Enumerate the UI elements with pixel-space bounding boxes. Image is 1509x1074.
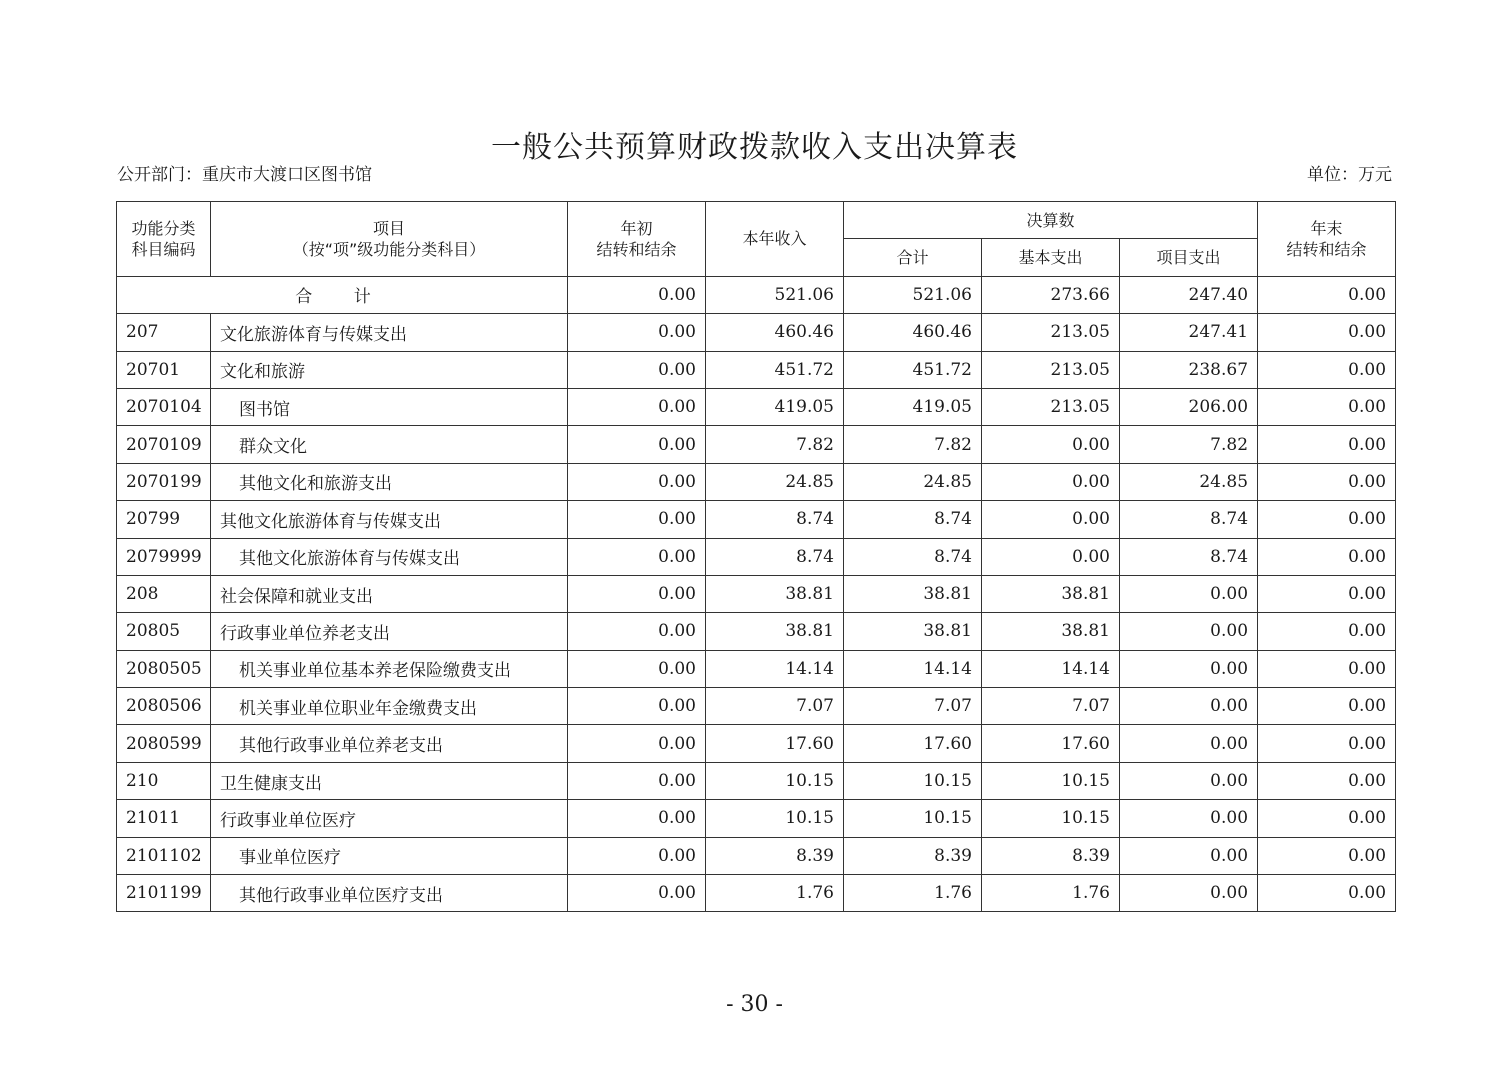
cell-total: 8.39 [844,837,982,874]
cell-closing: 0.00 [1258,650,1396,687]
table-row [117,613,1396,650]
cell-code: 20799 [117,501,211,538]
cell-code: 208 [117,575,211,612]
total-label: 合 计 [117,276,568,313]
cell-total: 419.05 [844,388,982,425]
cell-code: 20701 [117,351,211,388]
cell-item-name: 文化旅游体育与传媒支出 [211,314,568,351]
table-row [117,762,1396,799]
cell-total: 38.81 [844,575,982,612]
cell-opening: 0.00 [568,613,706,650]
cell-item-name: 其他文化和旅游支出 [211,463,568,500]
cell-project: 0.00 [1120,800,1258,837]
cell-basic: 0.00 [982,463,1120,500]
cell-income: 17.60 [706,725,844,762]
cell-item-name: 机关事业单位基本养老保险缴费支出 [211,650,568,687]
cell-project: 0.00 [1120,725,1258,762]
table-row [117,800,1396,837]
cell-basic: 38.81 [982,575,1120,612]
header-income: 本年收入 [706,202,844,277]
cell-closing: 0.00 [1258,575,1396,612]
cell-closing: 0.00 [1258,538,1396,575]
table-row [117,875,1396,912]
cell-opening: 0.00 [568,388,706,425]
cell-code: 2080505 [117,650,211,687]
cell-project: 0.00 [1120,688,1258,725]
cell-item-name: 其他行政事业单位养老支出 [211,725,568,762]
cell-project: 8.74 [1120,501,1258,538]
header-closing: 年末 结转和结余 [1258,202,1396,277]
cell-project: 0.00 [1120,875,1258,912]
cell-opening: 0.00 [568,837,706,874]
cell-closing: 0.00 [1258,463,1396,500]
cell-income: 7.07 [706,688,844,725]
cell-income: 8.74 [706,538,844,575]
cell-item-name: 图书馆 [211,388,568,425]
cell-income: 8.74 [706,501,844,538]
cell-basic: 10.15 [982,800,1120,837]
cell-basic: 0.00 [982,501,1120,538]
header-project: 项目支出 [1120,239,1258,276]
cell-project: 206.00 [1120,388,1258,425]
cell-project: 24.85 [1120,463,1258,500]
cell-basic: 213.05 [982,388,1120,425]
page-number: - 30 - [726,992,783,1017]
cell-item-name: 其他文化旅游体育与传媒支出 [211,538,568,575]
cell-project: 247.41 [1120,314,1258,351]
cell-closing: 0.00 [1258,351,1396,388]
cell-opening: 0.00 [568,426,706,463]
cell-opening: 0.00 [568,538,706,575]
cell-code: 2080599 [117,725,211,762]
cell-total: 7.07 [844,688,982,725]
total-total: 521.06 [844,276,982,313]
cell-code: 207 [117,314,211,351]
page-title: 一般公共预算财政拨款收入支出决算表 [491,130,1018,165]
header-settlement-group: 决算数 [844,202,1258,239]
cell-opening: 0.00 [568,575,706,612]
cell-item-name: 事业单位医疗 [211,837,568,874]
cell-item-name: 卫生健康支出 [211,762,568,799]
cell-closing: 0.00 [1258,837,1396,874]
cell-opening: 0.00 [568,875,706,912]
cell-closing: 0.00 [1258,688,1396,725]
cell-code: 20805 [117,613,211,650]
cell-total: 38.81 [844,613,982,650]
cell-basic: 14.14 [982,650,1120,687]
header-code: 功能分类 科目编码 [117,202,211,277]
table-header [117,202,1396,277]
table-row [117,837,1396,874]
cell-basic: 8.39 [982,837,1120,874]
table-row [117,575,1396,612]
cell-item-name: 机关事业单位职业年金缴费支出 [211,688,568,725]
cell-closing: 0.00 [1258,388,1396,425]
cell-opening: 0.00 [568,688,706,725]
cell-total: 14.14 [844,650,982,687]
table-body [117,276,1396,912]
cell-basic: 38.81 [982,613,1120,650]
total-basic: 273.66 [982,276,1120,313]
cell-project: 0.00 [1120,650,1258,687]
cell-code: 2101102 [117,837,211,874]
cell-item-name: 其他行政事业单位医疗支出 [211,875,568,912]
header-basic: 基本支出 [982,239,1120,276]
cell-opening: 0.00 [568,351,706,388]
cell-income: 8.39 [706,837,844,874]
cell-total: 10.15 [844,762,982,799]
cell-opening: 0.00 [568,463,706,500]
cell-basic: 0.00 [982,538,1120,575]
cell-opening: 0.00 [568,314,706,351]
cell-opening: 0.00 [568,725,706,762]
cell-income: 10.15 [706,800,844,837]
cell-income: 38.81 [706,575,844,612]
cell-code: 2070104 [117,388,211,425]
cell-closing: 0.00 [1258,314,1396,351]
cell-basic: 213.05 [982,314,1120,351]
department-label: 公开部门：重庆市大渡口区图书馆 [117,165,372,185]
cell-income: 1.76 [706,875,844,912]
total-income: 521.06 [706,276,844,313]
cell-basic: 0.00 [982,426,1120,463]
cell-income: 419.05 [706,388,844,425]
cell-project: 0.00 [1120,613,1258,650]
cell-project: 7.82 [1120,426,1258,463]
header-item: 项目 （按“项”级功能分类科目） [211,202,568,277]
cell-total: 8.74 [844,501,982,538]
cell-opening: 0.00 [568,762,706,799]
table-row [117,314,1396,351]
cell-code: 2080506 [117,688,211,725]
cell-total: 8.74 [844,538,982,575]
table-row [117,351,1396,388]
cell-closing: 0.00 [1258,501,1396,538]
header-opening: 年初 结转和结余 [568,202,706,277]
cell-basic: 17.60 [982,725,1120,762]
table-row [117,538,1396,575]
cell-item-name: 其他文化旅游体育与传媒支出 [211,501,568,538]
total-closing: 0.00 [1258,276,1396,313]
cell-income: 451.72 [706,351,844,388]
unit-label: 单位：万元 [1307,165,1392,185]
cell-basic: 7.07 [982,688,1120,725]
cell-closing: 0.00 [1258,613,1396,650]
cell-code: 2070199 [117,463,211,500]
cell-income: 10.15 [706,762,844,799]
cell-code: 210 [117,762,211,799]
cell-project: 0.00 [1120,837,1258,874]
cell-item-name: 行政事业单位医疗 [211,800,568,837]
cell-total: 1.76 [844,875,982,912]
total-opening: 0.00 [568,276,706,313]
cell-income: 7.82 [706,426,844,463]
cell-project: 238.67 [1120,351,1258,388]
cell-opening: 0.00 [568,800,706,837]
cell-closing: 0.00 [1258,725,1396,762]
cell-project: 0.00 [1120,762,1258,799]
cell-closing: 0.00 [1258,800,1396,837]
cell-total: 17.60 [844,725,982,762]
table-row [117,463,1396,500]
cell-item-name: 社会保障和就业支出 [211,575,568,612]
cell-opening: 0.00 [568,650,706,687]
cell-income: 14.14 [706,650,844,687]
cell-item-name: 群众文化 [211,426,568,463]
cell-closing: 0.00 [1258,762,1396,799]
table-row [117,388,1396,425]
cell-project: 8.74 [1120,538,1258,575]
cell-basic: 10.15 [982,762,1120,799]
cell-item-name: 行政事业单位养老支出 [211,613,568,650]
cell-code: 2070109 [117,426,211,463]
table-row [117,688,1396,725]
table-row [117,725,1396,762]
cell-opening: 0.00 [568,501,706,538]
cell-total: 7.82 [844,426,982,463]
header-total: 合计 [844,239,982,276]
cell-income: 24.85 [706,463,844,500]
budget-table [116,201,1396,912]
total-project: 247.40 [1120,276,1258,313]
cell-closing: 0.00 [1258,426,1396,463]
cell-income: 460.46 [706,314,844,351]
cell-total: 460.46 [844,314,982,351]
cell-item-name: 文化和旅游 [211,351,568,388]
cell-closing: 0.00 [1258,875,1396,912]
cell-code: 2079999 [117,538,211,575]
table-row [117,426,1396,463]
cell-total: 10.15 [844,800,982,837]
table-row [117,501,1396,538]
cell-income: 38.81 [706,613,844,650]
cell-code: 2101199 [117,875,211,912]
cell-total: 451.72 [844,351,982,388]
cell-project: 0.00 [1120,575,1258,612]
cell-basic: 213.05 [982,351,1120,388]
cell-code: 21011 [117,800,211,837]
cell-total: 24.85 [844,463,982,500]
total-row [117,276,1396,313]
table-row [117,650,1396,687]
cell-basic: 1.76 [982,875,1120,912]
